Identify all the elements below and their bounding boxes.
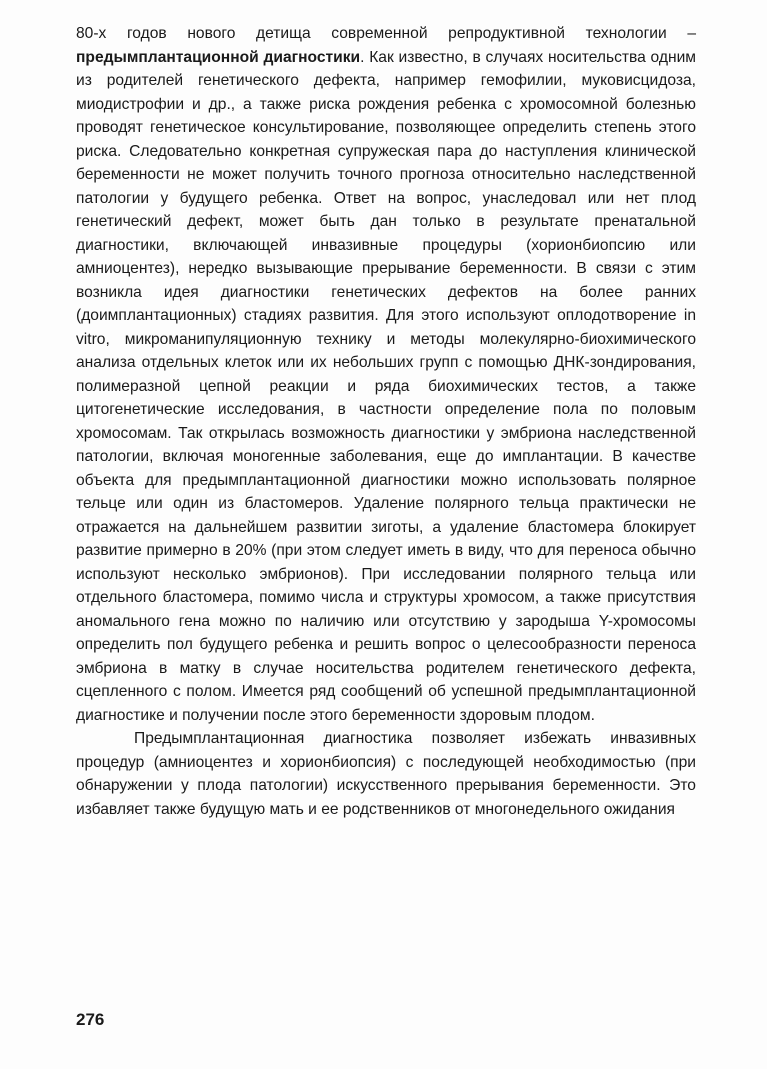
- paragraph-1-body: . Как известно, в случаях носительства одним из родителей генетического дефекта, например гемофилии, муковисцидоза, миодистрофии и др., а также риска рождения ребенка с хромосомной болезнью проводят генетическое консультирование, позволяющее определить степень этого риска. Следовательно конкретная супружеская пара до наступления клинической беременности не может получить точного прогноза относительно наследственной патологии у будущего ребенка. Ответ на вопрос, унаследовал или нет плод генетический дефект, может быть дан только в результате пренатальной диагностики, включающей инвазивные процедуры (хорионбиопсию или амниоцентез), нередко вызывающие прерывание беременности. В связи с этим возникла идея диагностики генетических дефектов на более ранних (доимплантационных) стадиях развития. Для этого используют оплодотворение in vitro, микроманипуляционную технику и методы молекулярно-биохимического анализа отдельных клеток или их небольших групп с помощью ДНК-зондирования, полимеразной цепной реакции и ряда биохимических тестов, а также цитогенетические исследования, в частности определение пола по половым хромосомам. Так открылась возможность диагностики у эмбриона наследственной патологии, включая моногенные заболевания, еще до имплантации. В качестве объекта для предымплантационной диагностики можно использовать полярное тельце или один из бластомеров. Удаление полярного тельца практически не отражается на дальнейшем развитии зиготы, а удаление бластомера блокирует развитие примерно в 20% (при этом следует иметь в виду, что для переноса обычно используют несколько эмбрионов). При исследовании полярного тельца или отдельного бластомера, помимо числа и структуры хромосом, а также присутствия аномального гена можно по наличию или отсутствию у зародыша Y-хромосомы определить пол будущего ребенка и решить вопрос о целесообразности переноса эмбриона в матку в случае носительства родителем генетического дефекта, сцепленного с полом. Имеется ряд сообщений об успешной предымплантационной диагностике и получении после этого беременности здоровым плодом.: [76, 48, 696, 724]
- page-number: 276: [76, 1010, 105, 1029]
- paragraph-1-lead: 80-х годов нового детища современной репродуктивной технологии –: [76, 25, 696, 42]
- bold-term: предымплантационной диагностики: [76, 48, 361, 66]
- body-text: [76, 22, 696, 821]
- paragraph-2: Предымплантационная диагностика позволяет избежать инвазивных процедур (амниоцентез и хорионбиопсия) с последующей необходимостью (при обнаружении у плода патологии) искусственного прерывания беременности. Это избавляет также будущую мать и ее родственников от многонедельного ожидания: [76, 730, 696, 818]
- paragraph-1: [76, 22, 696, 727]
